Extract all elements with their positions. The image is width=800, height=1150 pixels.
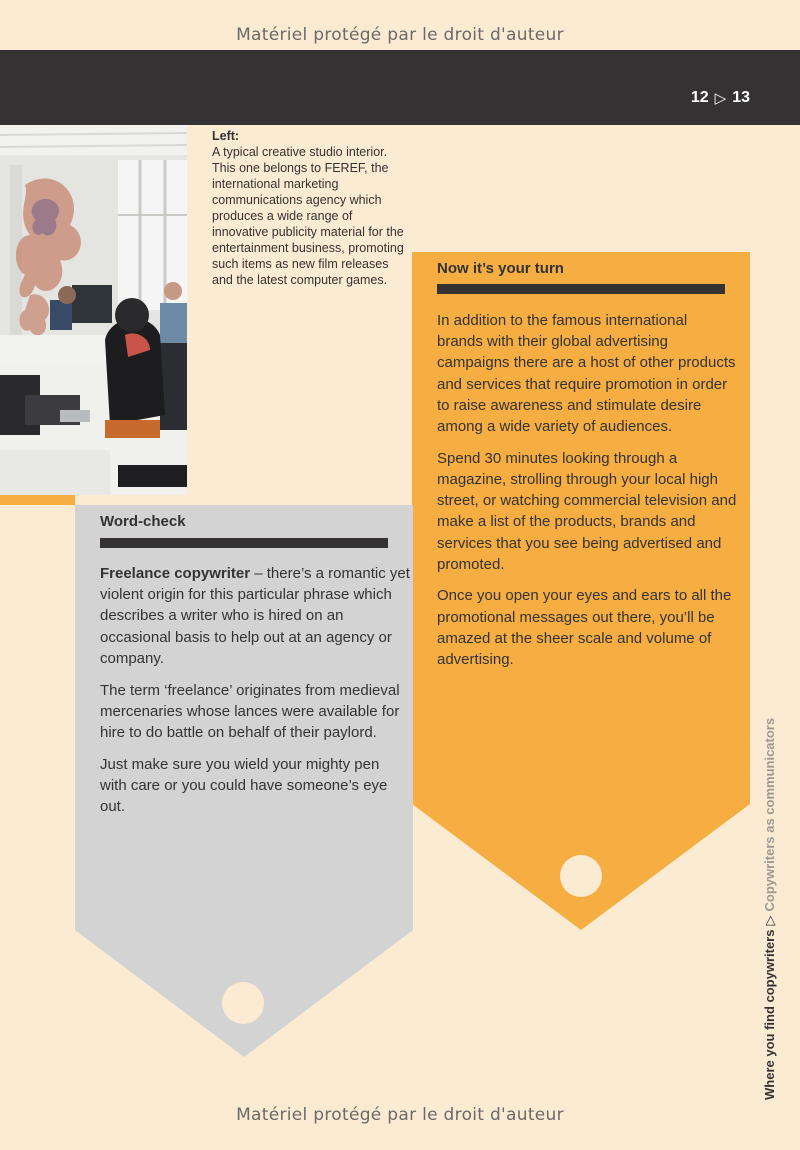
- photo-accent-strip: [0, 495, 75, 505]
- tag-hole: [222, 982, 264, 1024]
- your-turn-paragraph: Spend 30 minutes looking through a magazine, strolling through your local high street, or watching commercial television and make a list of the products, brands and services that you see being advertised and promoted.: [437, 449, 737, 573]
- word-check-definition: [100, 563, 410, 669]
- your-turn-rule: [437, 284, 725, 294]
- studio-photo-illustration: [0, 125, 187, 495]
- word-check-panel: [75, 505, 413, 1057]
- your-turn-paragraph: Once you open your eyes and ears to all the promotional messages out there, you’ll be amazed at the sheer scale and volume of advertising.: [437, 587, 732, 669]
- tag-hole: [560, 855, 602, 897]
- word-check-definition-text: – there’s a romantic yet violent origin for this particular phrase which describes a writer who is hired on an occasional basis to help out at an agency or company.: [100, 565, 410, 667]
- side-arrow-icon: ▷: [762, 915, 777, 926]
- your-turn-paragraph: In addition to the famous international brands with their global advertising campaigns there are a host of other products and services that require promotion in order to raise awareness and stimulate desire among a wide variety of audiences.: [437, 312, 736, 436]
- page-numbers: [691, 89, 750, 107]
- your-turn-panel: [412, 252, 750, 930]
- side-chapter-title: Where you find copywriters: [762, 929, 777, 1100]
- word-check-title: Word-check: [100, 513, 186, 530]
- word-check-rule: [100, 538, 388, 548]
- side-section-title: Copywriters as communicators: [762, 717, 777, 912]
- caption-heading: Left:: [212, 129, 240, 143]
- word-check-term: Freelance copywriter: [100, 565, 251, 582]
- word-check-body: [100, 563, 410, 828]
- word-check-paragraph: The term ‘freelance’ originates from medieval mercenaries whose lances were available for hire to do battle on behalf of their paylord.: [100, 681, 400, 741]
- your-turn-title: Now it’s your turn: [437, 260, 564, 277]
- watermark-top: Matériel protégé par le droit d'auteur: [236, 25, 564, 45]
- side-running-title: [762, 718, 778, 1100]
- photo-caption: [212, 128, 407, 288]
- caption-text: A typical creative studio interior. This one belongs to FEREF, the international marketing communications agency which produces a wide range of innovative publicity material for the entertainment business, promoting such items as new film releases and the latest computer games.: [212, 145, 404, 287]
- your-turn-body: [437, 310, 737, 681]
- studio-photo: [0, 125, 187, 495]
- page-number-left: 12: [690, 89, 709, 106]
- word-check-paragraph: Just make sure you wield your mighty pen with care or you could have someone’s eye out.: [100, 755, 388, 816]
- watermark-bottom: Matériel protégé par le droit d'auteur: [236, 1105, 564, 1125]
- header-bar: [0, 50, 800, 125]
- page-arrow-icon: ▷: [714, 90, 727, 107]
- page-number-right: 13: [732, 89, 750, 106]
